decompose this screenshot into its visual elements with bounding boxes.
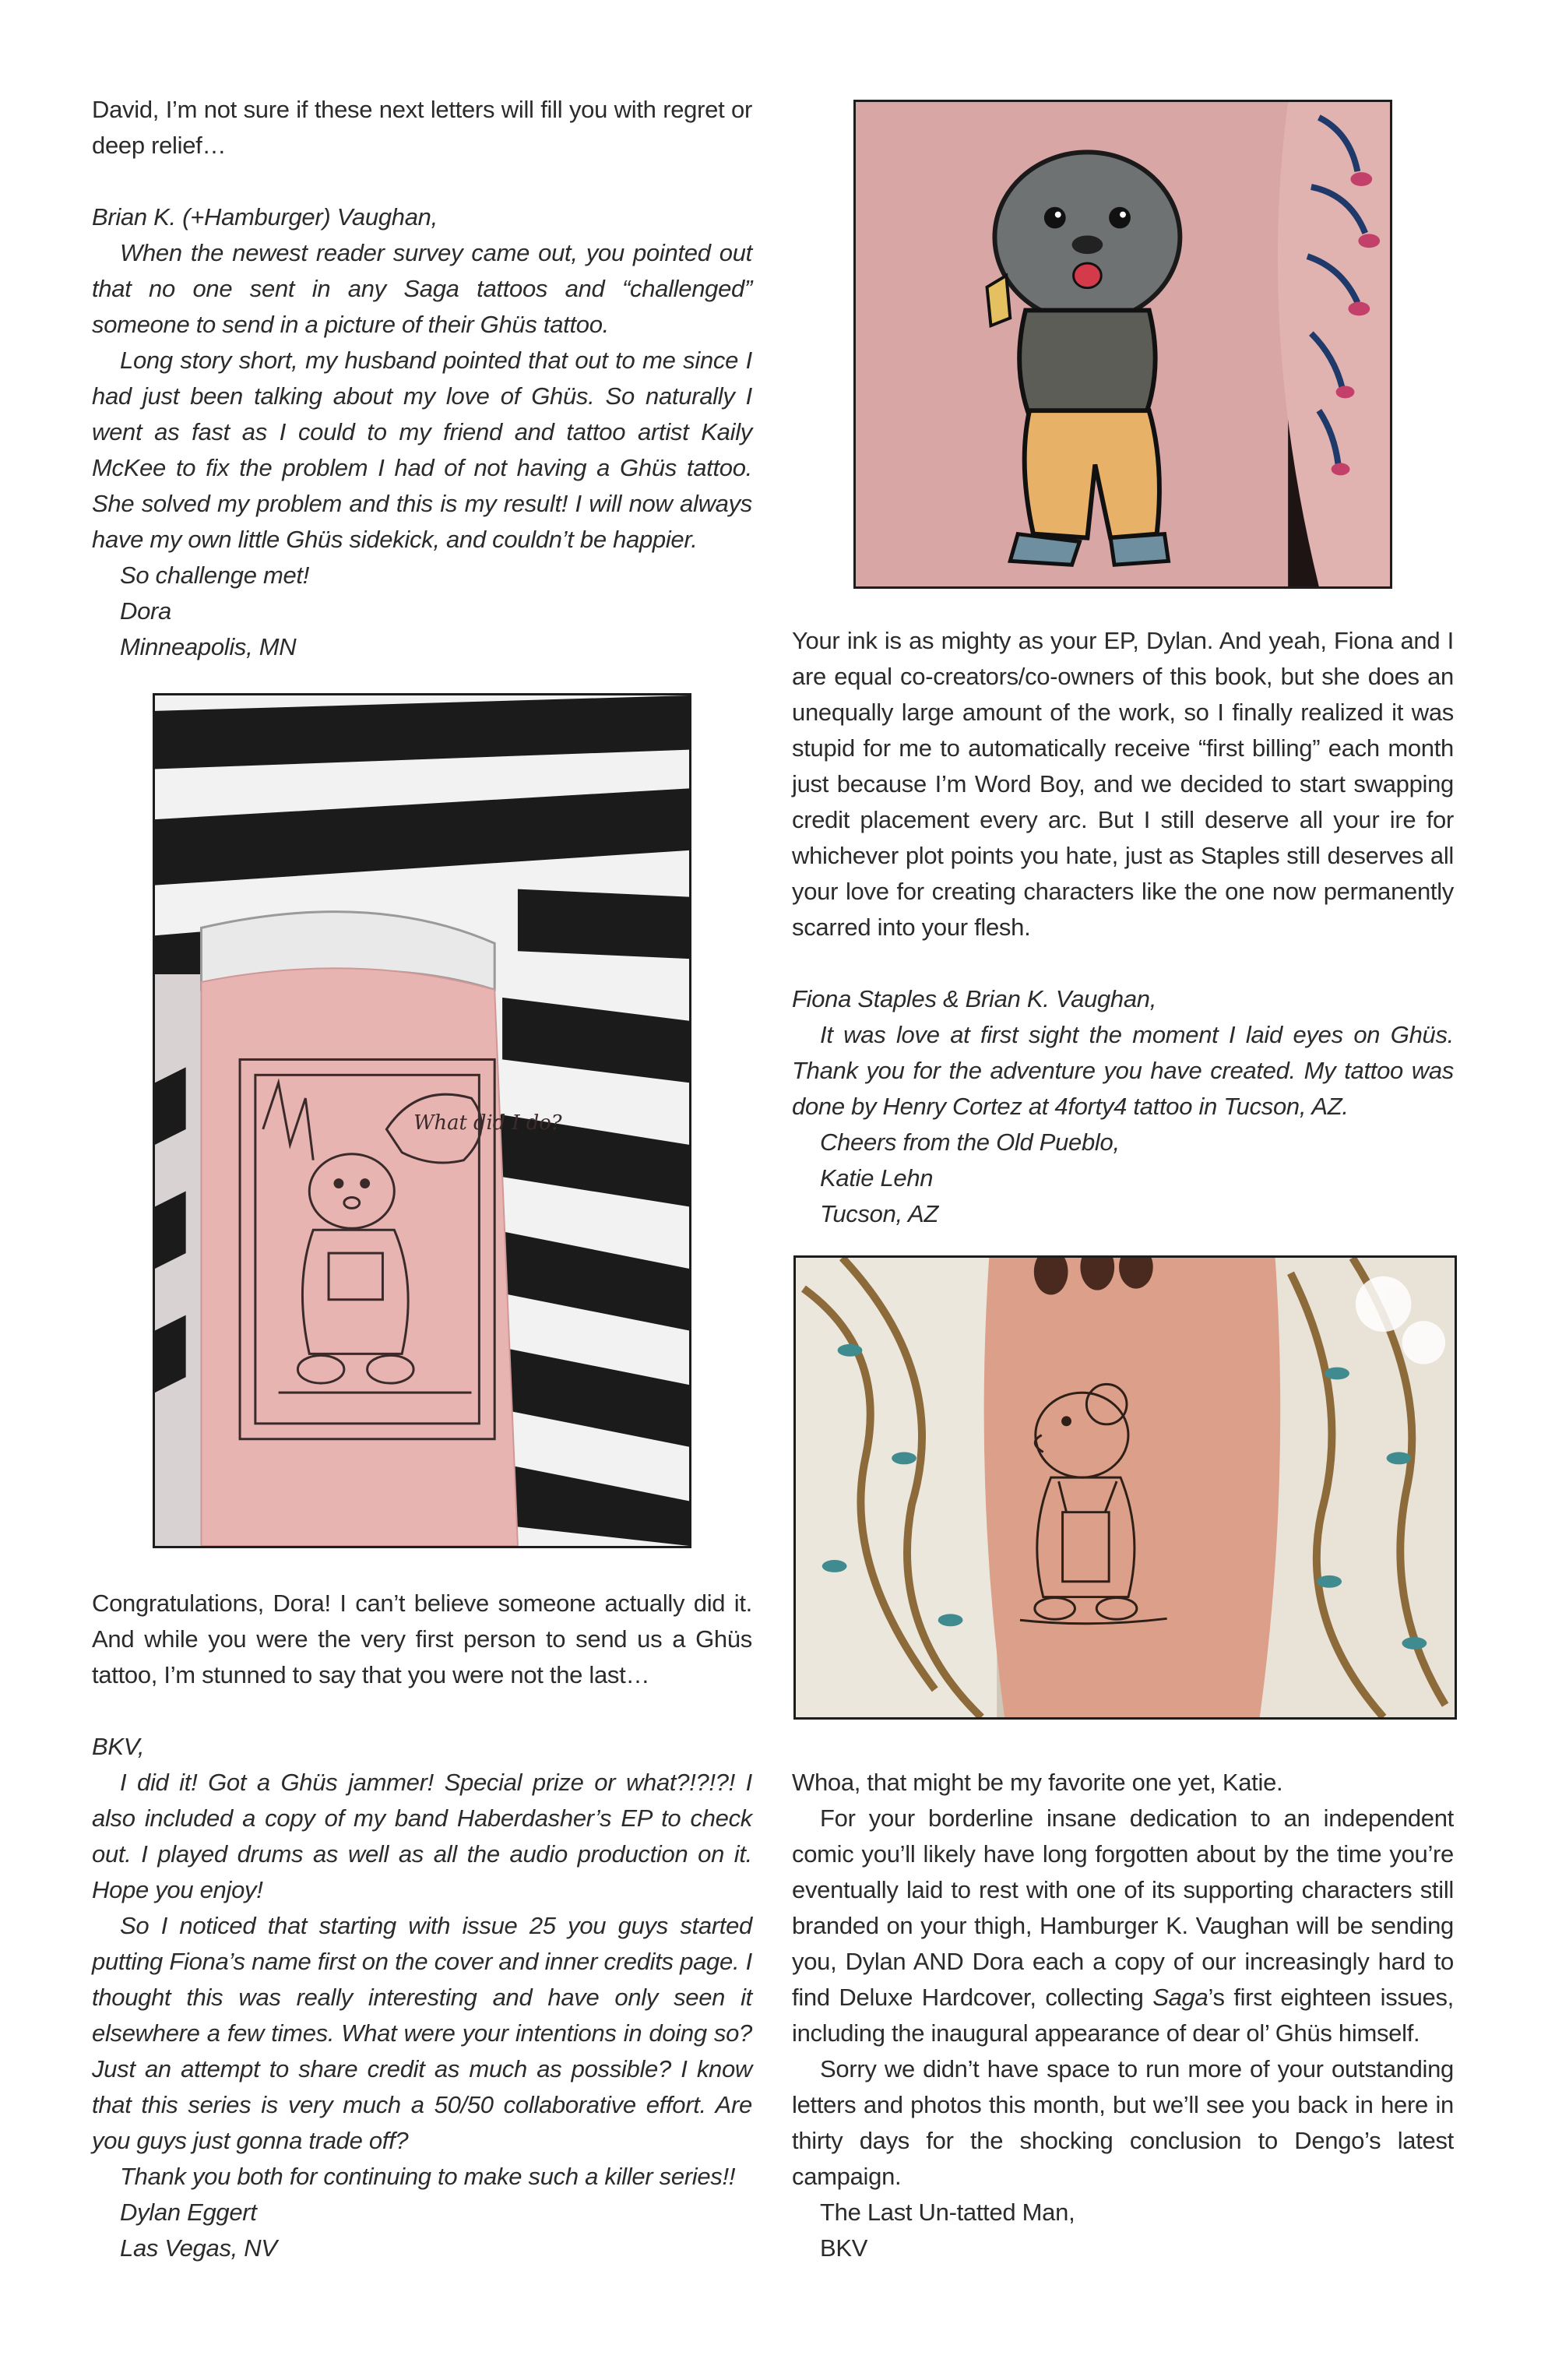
letter-dylan [92,1729,752,2266]
signature: BKV [820,2234,868,2262]
hooded-ghus-tattoo-photo [793,1255,1457,1720]
intro-text: David, I’m not sure if these next letters will fill you with regret or deep relief… [92,96,752,159]
letter-paragraph: So I noticed that starting with issue 25 you guys started putting Fiona’s name first on the cover and inner credits page. I thought this was really interesting and have only seen it elsewhere a few times. What were your intentions in doing so? Just an attempt to share credit as much as possible? I know that this series is very much a 50/50 collaborative effort. Are you guys just gonna trade off? [92,1912,752,2154]
letter-location: Minneapolis, MN [120,633,297,660]
letter-location: Las Vegas, NV [120,2234,277,2262]
reply-paragraph [792,1801,1454,2051]
forearm-photo-art [155,695,689,1546]
left-column-bottom [92,1586,752,2266]
letter-closing: Thank you both for continuing to make such a killer series!! [120,2163,736,2190]
reply-text-part: For your borderline insane dedication to an independent comic you’ll likely have long forgotten about by the time you’re eventually laid to rest with one of its supporting characters still branded on your thigh, Hamburger K. Vaughan will be sending you, Dylan AND Dora each a copy of our increasingly hard to find Deluxe Hardcover, collecting [792,1804,1454,2011]
letter-salutation: BKV, [92,1733,145,1760]
thigh-photo-art [796,1258,1455,1717]
book-title: Saga [1152,1984,1208,2011]
letter-author: Dylan Eggert [120,2199,257,2226]
reply-text: Your ink is as mighty as your EP, Dylan. And yeah, Fiona and I are equal co-creators/co-owners of this book, but she does an unequally large amount of the work, so I finally realized it was stupid for me to automatically receive “first billing” each month just because I’m Word Boy, and we decided to start swapping credit placement every arc. But I still deserve all your ire for whichever plot points you hate, just as Staples still deserves all your love for creating characters like the one now permanently scarred into your flesh. [792,627,1454,941]
reply-text-part: ’s first eighteen issues, including the inaugural appearance of dear ol’ Ghüs himself. [792,1984,1454,2047]
letter-closing: Cheers from the Old Pueblo, [820,1128,1120,1156]
left-column-top [92,92,752,665]
reply-text: Whoa, that might be my favorite one yet, Katie. [792,1769,1283,1796]
reply-text: Congratulations, Dora! I can’t believe someone actually did it. And while you were the very first person to send us a Ghüs tattoo, I’m stunned to say that you were not the last… [92,1590,752,1688]
letter-paragraph: Long story short, my husband pointed that out to me since I had just been talking about my love of Ghüs. So naturally I went as fast as I could to my friend and tattoo artist Kaily McKee to fix the problem I had of not having a Ghüs tattoo. She solved my problem and this is my result! I will now always have my own little Ghüs sidekick, and couldn’t be happier. [92,347,752,553]
color-seal-photo-art [856,102,1390,586]
right-column-bottom [792,1765,1454,2266]
letter-author: Katie Lehn [820,1164,934,1192]
letter-paragraph: I did it! Got a Ghüs jammer! Special prize or what?!?!?! I also included a copy of my band Haberdasher’s EP to check out. I played drums as well as all the audio production on it. Hope you enjoy! [92,1769,752,1903]
letter-author: Dora [120,597,171,625]
sketch-seal-tattoo-photo [153,693,691,1548]
reply-paragraph: Sorry we didn’t have space to run more of your outstanding letters and photos this month, but we’ll see you back in here in thirty days for the shocking conclusion to Dengo’s latest campaign. [792,2055,1454,2190]
letter-salutation: Brian K. (+Hamburger) Vaughan, [92,203,438,231]
letter-location: Tucson, AZ [820,1200,939,1227]
signoff: The Last Un-tatted Man, [820,2199,1075,2226]
letter-katie [792,981,1454,1232]
letter-salutation: Fiona Staples & Brian K. Vaughan, [792,985,1157,1012]
letter-paragraph: When the newest reader survey came out, you pointed out that no one sent in any Saga tattoos and “challenged” someone to send in a picture of their Ghüs tattoo. [92,239,752,338]
letter-closing: So challenge met! [120,562,310,589]
right-column-middle [792,623,1454,1232]
letter-paragraph: It was love at first sight the moment I laid eyes on Ghüs. Thank you for the adventure you have created. My tattoo was done by Henry Cortez at 4forty4 tattoo in Tucson, AZ. [792,1021,1454,1120]
color-seal-tattoo-photo [853,100,1392,589]
letter-dora [92,199,752,665]
tattoo-speech-text: What did I do? [413,1111,562,1135]
